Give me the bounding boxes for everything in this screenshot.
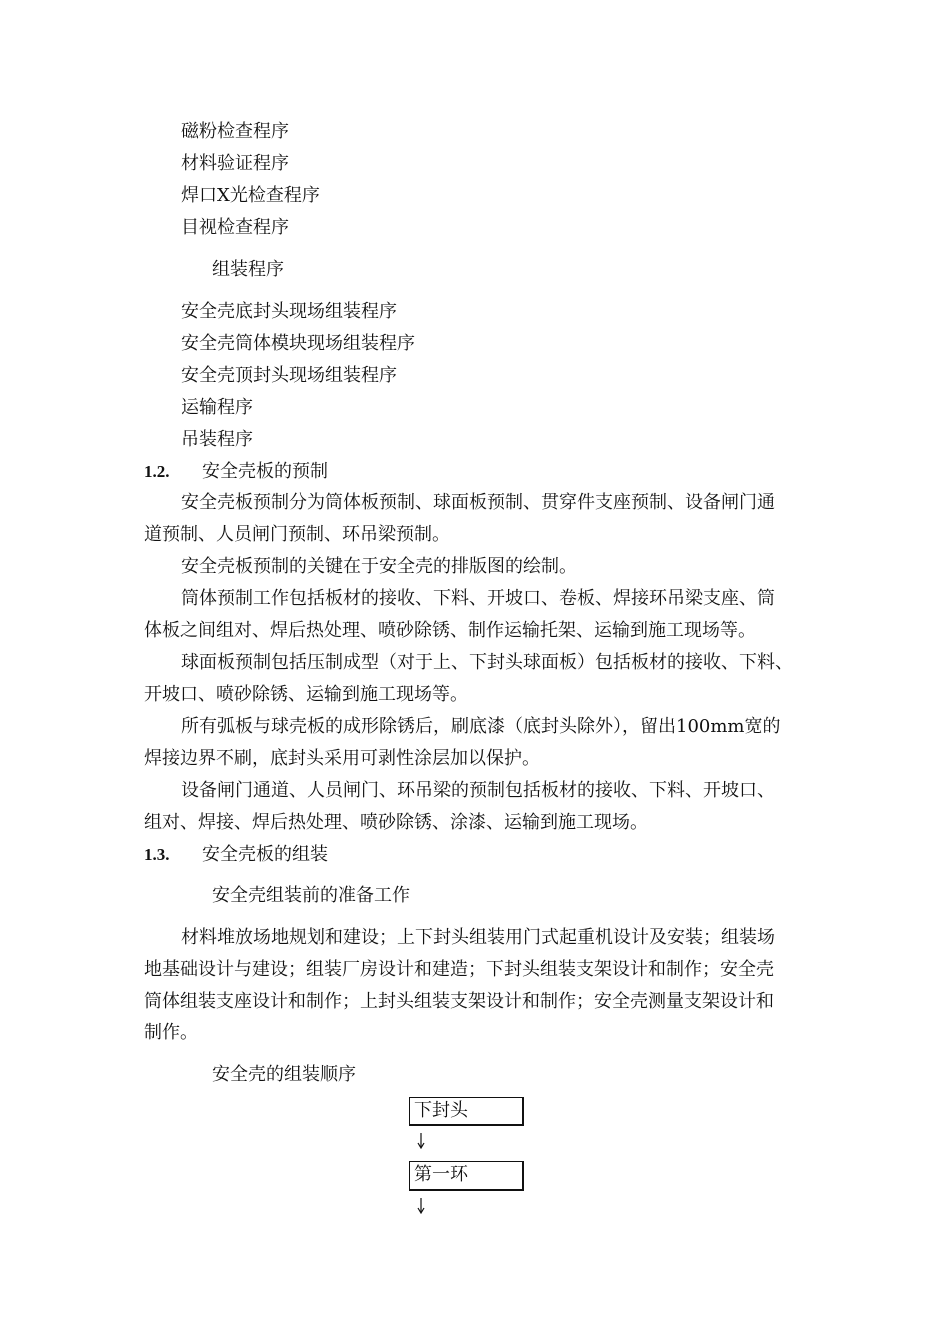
flowchart-box-bottom-head: [409, 1097, 524, 1126]
down-arrow-icon: [416, 1133, 426, 1149]
section-1-2-para1-line1: 安全壳板预制分为筒体板预制、球面板预制、贯穿件支座预制、设备闸门通: [181, 492, 775, 513]
section-1-2-para5-line1: 所有弧板与球壳板的成形除锈后，刷底漆（底封头除外），留出100mm宽的: [181, 716, 781, 737]
flowchart-box-label: 下封头: [414, 1100, 468, 1121]
section-1-2-title: 安全壳板的预制: [202, 461, 328, 482]
procedure-item-transport: 运输程序: [181, 397, 253, 418]
section-1-3-para1-line3: 筒体组装支座设计和制作；上封头组装支架设计和制作；安全壳测量支架设计和: [144, 991, 774, 1012]
section-1-2-para5-line2: 焊接边界不刷，底封头采用可剥性涂层加以保护。: [144, 748, 540, 769]
section-1-3-title: 安全壳板的组装: [202, 844, 328, 865]
procedure-item-material: 材料验证程序: [181, 153, 289, 174]
section-1-3-number: 1.3.: [144, 845, 170, 864]
section-1-2-para6-line2: 组对、焊接、焊后热处理、喷砂除锈、涂漆、运输到施工现场。: [144, 812, 648, 833]
down-arrow-icon: [416, 1198, 426, 1214]
flowchart-box-first-ring: [409, 1161, 524, 1191]
procedure-item-top-head: 安全壳顶封头现场组装程序: [181, 365, 397, 386]
procedure-item-bottom-head: 安全壳底封头现场组装程序: [181, 301, 397, 322]
section-1-2-number: 1.2.: [144, 462, 170, 481]
section-1-3-subheading-sequence: 安全壳的组装顺序: [212, 1064, 356, 1085]
section-1-3-para1-line2: 地基础设计与建设；组装厂房设计和建造；下封头组装支架设计和制作；安全壳: [144, 959, 774, 980]
procedure-item-xray: 焊口X光检查程序: [181, 185, 320, 206]
section-1-3-para1-line4: 制作。: [144, 1022, 198, 1043]
procedure-item-magnetic: 磁粉检查程序: [181, 121, 289, 142]
procedure-item-cylinder: 安全壳筒体模块现场组装程序: [181, 333, 415, 354]
section-1-2-para4-line1: 球面板预制包括压制成型（对于上、下封头球面板）包括板材的接收、下料、: [181, 652, 793, 673]
section-1-2-para3-line1: 筒体预制工作包括板材的接收、下料、开坡口、卷板、焊接环吊梁支座、筒: [181, 588, 775, 609]
section-1-3-para1-line1: 材料堆放场地规划和建设；上下封头组装用门式起重机设计及安装；组装场: [181, 927, 775, 948]
section-1-2-para6-line1: 设备闸门通道、人员闸门、环吊梁的预制包括板材的接收、下料、开坡口、: [181, 780, 775, 801]
section-1-3-subheading-prep: 安全壳组装前的准备工作: [212, 885, 410, 906]
section-1-2-para2-line1: 安全壳板预制的关键在于安全壳的排版图的绘制。: [181, 556, 577, 577]
section-1-2-para1-line2: 道预制、人员闸门预制、环吊梁预制。: [144, 524, 450, 545]
section-1-2-para4-line2: 开坡口、喷砂除锈、运输到施工现场等。: [144, 684, 468, 705]
section-1-2-para3-line2: 体板之间组对、焊后热处理、喷砂除锈、制作运输托架、运输到施工现场等。: [144, 620, 756, 641]
procedure-item-lifting: 吊装程序: [181, 429, 253, 450]
assembly-procedures-heading: 组装程序: [212, 259, 284, 280]
flowchart-box-label: 第一环: [414, 1164, 468, 1185]
procedure-item-visual: 目视检查程序: [181, 217, 289, 238]
